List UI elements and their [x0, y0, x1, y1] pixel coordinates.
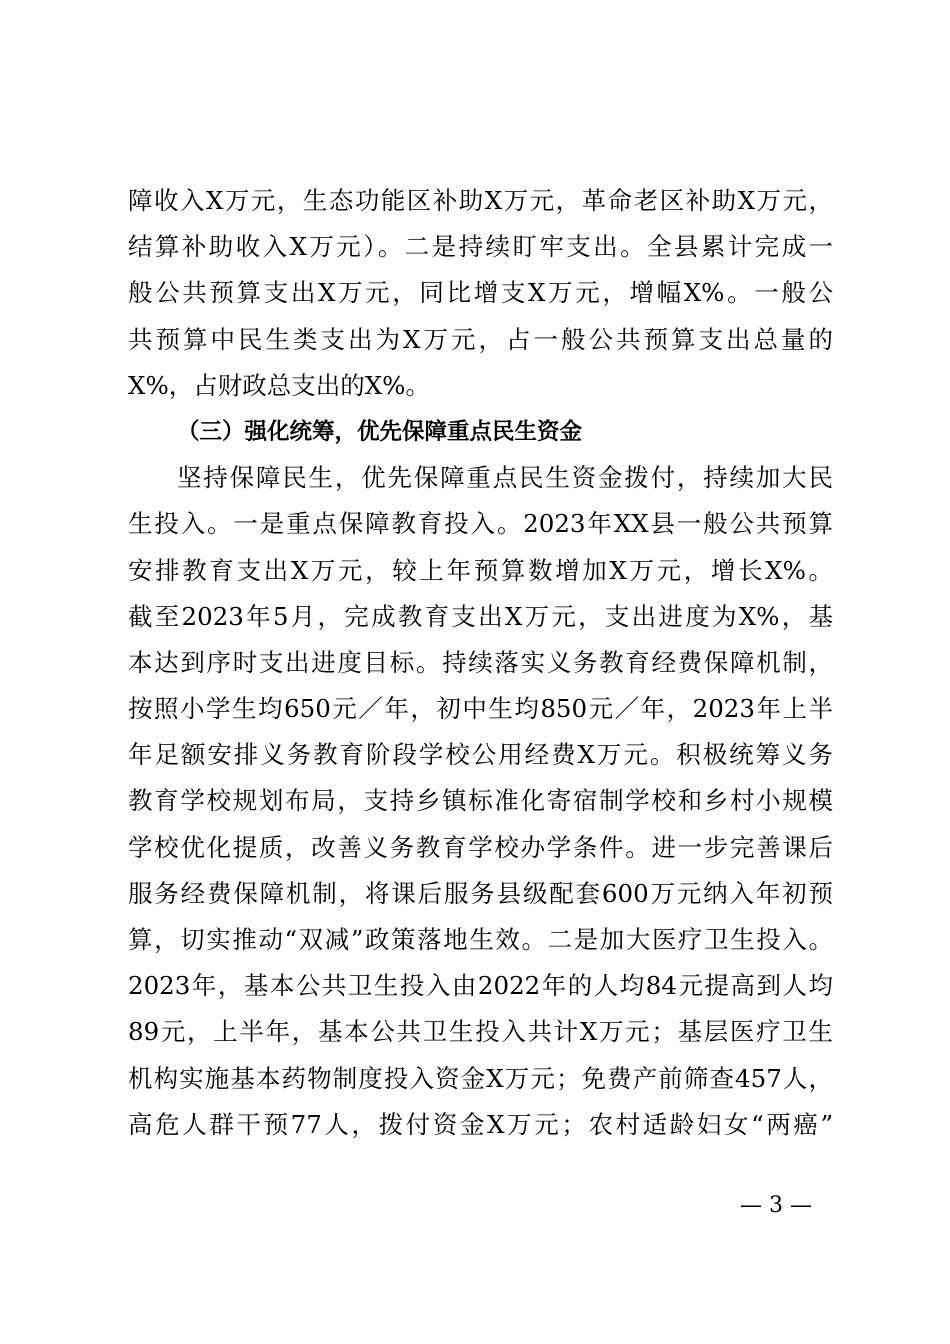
- text-line: X%，占财政总支出的X%。: [128, 370, 430, 400]
- section-heading: （三）强化统筹，优先保障重点民生资金: [177, 418, 583, 445]
- text-line: 结算补助收入X万元）。二是持续盯牢支出。全县累计完成一: [128, 232, 833, 262]
- text-line: 坚持保障民生，优先保障重点民生资金拨付，持续加大民: [177, 463, 833, 493]
- text-line: 服务经费保障机制，将课后服务县级配套600万元纳入年初预: [128, 878, 833, 908]
- page-number: — 3 —: [740, 1193, 812, 1218]
- text-line: 机构实施基本药物制度投入资金X万元；免费产前筛查457人，: [128, 1063, 833, 1093]
- text-line: 生投入。一是重点保障教育投入。2023年XX县一般公共预算: [128, 509, 833, 539]
- text-line: 高危人群干预77人，拨付资金X万元；农村适龄妇女“两癌”: [128, 1109, 833, 1139]
- text-line: 安排教育支出X万元，较上年预算数增加X万元，增长X%。: [128, 555, 833, 585]
- text-line: 按照小学生均650元／年，初中生均850元／年，2023年上半: [128, 694, 833, 724]
- text-line: 障收入X万元，生态功能区补助X万元，革命老区补助X万元，: [128, 186, 833, 215]
- text-line: 教育学校规划布局，支持乡镇标准化寄宿制学校和乡村小规模: [128, 786, 833, 816]
- text-line: 年足额安排义务教育阶段学校公用经费X万元。积极统筹义务: [128, 740, 833, 770]
- text-line: 2023年，基本公共卫生投入由2022年的人均84元提高到人均: [128, 971, 833, 1001]
- text-line: 算，切实推动“双减”政策落地生效。二是加大医疗卫生投入。: [128, 925, 833, 954]
- text-line: 般公共预算支出X万元，同比增支X万元，增幅X%。一般公: [128, 278, 833, 308]
- body-text: [128, 178, 833, 1148]
- text-line: 学校优化提质，改善义务教育学校办学条件。进一步完善课后: [128, 832, 833, 862]
- text-line: 共预算中民生类支出为X万元，占一般公共预算支出总量的: [128, 324, 833, 354]
- text-line: 本达到序时支出进度目标。持续落实义务教育经费保障机制，: [128, 647, 833, 677]
- text-line: 89元，上半年，基本公共卫生投入共计X万元；基层医疗卫生: [128, 1017, 833, 1047]
- text-line: 截至2023年5月，完成教育支出X万元，支出进度为X%，基: [128, 601, 833, 631]
